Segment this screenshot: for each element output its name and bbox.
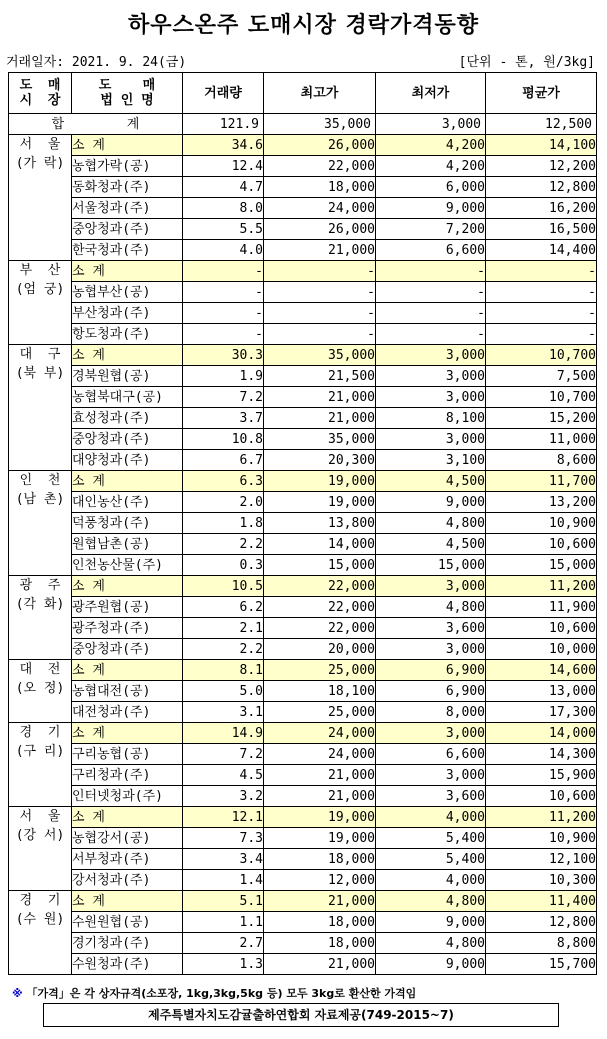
max-value: 12,000 (264, 870, 376, 891)
max-value: 19,000 (264, 828, 376, 849)
volume-value: 3.1 (183, 702, 264, 723)
min-value: 3,000 (376, 765, 486, 786)
table-row (9, 597, 597, 618)
volume-value: 3.4 (183, 849, 264, 870)
min-value: 5,400 (376, 849, 486, 870)
volume-value: 2.2 (183, 639, 264, 660)
corp-name: 덕풍청과(주) (72, 513, 183, 534)
min-value: 8,000 (376, 702, 486, 723)
avg-value: 8,800 (486, 933, 597, 954)
corp-name: 원협남촌(공) (72, 534, 183, 555)
min-value: 3,000 (376, 639, 486, 660)
avg-value: 17,300 (486, 702, 597, 723)
corp-name: 농협강서(공) (72, 828, 183, 849)
volume-value: 14.9 (183, 723, 264, 744)
table-row (9, 492, 597, 513)
market-place: 경 기 (19, 893, 61, 908)
min-value: 8,100 (376, 408, 486, 429)
market-sub: (가 락) (15, 156, 65, 171)
avg-value: 12,100 (486, 849, 597, 870)
min-value: 3,000 (376, 366, 486, 387)
min-value: 4,800 (376, 891, 486, 912)
max-value: 25,000 (264, 702, 376, 723)
volume-value: 12.1 (183, 807, 264, 828)
volume-value: 4.5 (183, 765, 264, 786)
total-min: 3,000 (376, 114, 486, 135)
table-row (9, 198, 597, 219)
volume-value: 3.2 (183, 786, 264, 807)
volume-value: 0.3 (183, 555, 264, 576)
total-avg: 12,500 (486, 114, 597, 135)
max-value: 21,000 (264, 954, 376, 975)
max-value: 19,000 (264, 492, 376, 513)
market-place: 인 천 (19, 473, 61, 488)
header-avg: 평균가 (486, 73, 597, 114)
corp-name: 농협부산(공) (72, 282, 183, 303)
subtotal-row (9, 723, 597, 744)
corp-name: 서울청과(주) (72, 198, 183, 219)
corp-name: 광주청과(주) (72, 618, 183, 639)
table-row (9, 303, 597, 324)
min-value: 3,600 (376, 786, 486, 807)
avg-value: 15,900 (486, 765, 597, 786)
avg-value: 15,200 (486, 408, 597, 429)
corp-name: 인천농산물(주) (72, 555, 183, 576)
volume-value: 5.0 (183, 681, 264, 702)
corp-name: 대인농산(주) (72, 492, 183, 513)
market-sub: (북 부) (15, 366, 65, 381)
corp-name: 동화청과(주) (72, 177, 183, 198)
min-value: - (376, 303, 486, 324)
table-row (9, 555, 597, 576)
table-row (9, 156, 597, 177)
market-cell (9, 471, 72, 576)
market-cell (9, 345, 72, 471)
avg-value: 10,600 (486, 534, 597, 555)
note-mark: ※ (12, 987, 23, 1000)
corp-name: 광주원협(공) (72, 597, 183, 618)
volume-value: 2.2 (183, 534, 264, 555)
table-row (9, 240, 597, 261)
max-value: 20,300 (264, 450, 376, 471)
min-value: - (376, 282, 486, 303)
min-value: 4,200 (376, 135, 486, 156)
corp-name: 부산청과(주) (72, 303, 183, 324)
subtotal-row (9, 891, 597, 912)
market-place: 부 산 (19, 263, 61, 278)
price-table (8, 72, 597, 975)
volume-value: 4.7 (183, 177, 264, 198)
market-place: 광 주 (19, 578, 61, 593)
avg-value: 10,700 (486, 345, 597, 366)
volume-value: 1.3 (183, 954, 264, 975)
corp-name: 구리농협(공) (72, 744, 183, 765)
max-value: 21,000 (264, 765, 376, 786)
table-row (9, 282, 597, 303)
source-box: 제주특별자치도감귤출하연합회 자료제공(749-2015~7) (43, 1003, 559, 1027)
subtotal-row (9, 135, 597, 156)
avg-value: 10,600 (486, 786, 597, 807)
note-text: 「가격」은 각 상자규격(소포장, 1kg,3kg,5kg 등) 모두 3kg로 환산한 가격임 (26, 987, 417, 1000)
avg-value: 10,300 (486, 870, 597, 891)
page-title: 하우스온주 도매시장 경락가격동향 (127, 13, 480, 38)
max-value: 19,000 (264, 807, 376, 828)
avg-value: 14,000 (486, 723, 597, 744)
corp-name: 강서청과(주) (72, 870, 183, 891)
table-row (9, 450, 597, 471)
volume-value: 1.1 (183, 912, 264, 933)
header-max: 최고가 (264, 73, 376, 114)
corp-name: 중앙청과(주) (72, 639, 183, 660)
min-value: 4,000 (376, 807, 486, 828)
volume-value: 4.0 (183, 240, 264, 261)
avg-value: 10,700 (486, 387, 597, 408)
volume-value: 7.2 (183, 744, 264, 765)
corp-name: 구리청과(주) (72, 765, 183, 786)
volume-value: 6.2 (183, 597, 264, 618)
max-value: 26,000 (264, 135, 376, 156)
market-sub: (수 원) (15, 912, 65, 927)
max-value: 21,000 (264, 786, 376, 807)
min-value: 7,200 (376, 219, 486, 240)
avg-value: - (486, 261, 597, 282)
header-market: 도 매 시 장 (9, 73, 72, 114)
market-place: 경 기 (19, 725, 61, 740)
max-value: 35,000 (264, 345, 376, 366)
avg-value: 7,500 (486, 366, 597, 387)
market-cell (9, 576, 72, 660)
market-sub: (각 화) (15, 597, 65, 612)
avg-value: 11,200 (486, 807, 597, 828)
min-value: 3,000 (376, 345, 486, 366)
corp-name: 대전청과(주) (72, 702, 183, 723)
min-value: 15,000 (376, 555, 486, 576)
min-value: 6,600 (376, 240, 486, 261)
table-row (9, 849, 597, 870)
min-value: 4,800 (376, 513, 486, 534)
header-min: 최저가 (376, 73, 486, 114)
volume-value: - (183, 282, 264, 303)
corp-name: 수원청과(주) (72, 954, 183, 975)
corp-name: 효성청과(주) (72, 408, 183, 429)
market-cell (9, 891, 72, 975)
min-value: 4,800 (376, 597, 486, 618)
table-row (9, 513, 597, 534)
max-value: 21,500 (264, 366, 376, 387)
min-value: 3,600 (376, 618, 486, 639)
volume-value: - (183, 324, 264, 345)
market-place: 서 울 (19, 137, 61, 152)
min-value: 6,900 (376, 681, 486, 702)
market-sub: (엄 궁) (15, 282, 65, 297)
max-value: 18,000 (264, 912, 376, 933)
avg-value: 10,900 (486, 828, 597, 849)
volume-value: 30.3 (183, 345, 264, 366)
min-value: - (376, 261, 486, 282)
avg-value: 15,700 (486, 954, 597, 975)
avg-value: - (486, 324, 597, 345)
volume-value: 10.8 (183, 429, 264, 450)
corp-name: 수원원협(공) (72, 912, 183, 933)
table-row (9, 618, 597, 639)
total-max: 35,000 (264, 114, 376, 135)
header-volume: 거래량 (183, 73, 264, 114)
market-place: 대 구 (19, 347, 61, 362)
table-row (9, 408, 597, 429)
max-value: 18,000 (264, 933, 376, 954)
table-row (9, 765, 597, 786)
max-value: 18,000 (264, 849, 376, 870)
min-value: 3,000 (376, 723, 486, 744)
corp-name: 중앙청과(주) (72, 219, 183, 240)
volume-value: 7.3 (183, 828, 264, 849)
max-value: - (264, 261, 376, 282)
table-row (9, 324, 597, 345)
max-value: 22,000 (264, 618, 376, 639)
avg-value: 16,200 (486, 198, 597, 219)
volume-value: 2.1 (183, 618, 264, 639)
avg-value: 12,200 (486, 156, 597, 177)
volume-value: 3.7 (183, 408, 264, 429)
max-value: 21,000 (264, 387, 376, 408)
volume-value: 12.4 (183, 156, 264, 177)
min-value: 4,500 (376, 534, 486, 555)
volume-value: 10.5 (183, 576, 264, 597)
table-row (9, 954, 597, 975)
volume-value: 8.1 (183, 660, 264, 681)
avg-value: 8,600 (486, 450, 597, 471)
volume-value: 7.2 (183, 387, 264, 408)
min-value: 4,500 (376, 471, 486, 492)
min-value: 6,000 (376, 177, 486, 198)
corp-name: 소 계 (72, 723, 183, 744)
avg-value: 16,500 (486, 219, 597, 240)
max-value: 18,000 (264, 177, 376, 198)
avg-value: - (486, 282, 597, 303)
avg-value: 11,000 (486, 429, 597, 450)
corp-name: 한국청과(주) (72, 240, 183, 261)
avg-value: 13,000 (486, 681, 597, 702)
corp-name: 중앙청과(주) (72, 429, 183, 450)
max-value: 22,000 (264, 597, 376, 618)
footnote (12, 985, 416, 1001)
corp-name: 소 계 (72, 261, 183, 282)
volume-value: 1.4 (183, 870, 264, 891)
max-value: 14,000 (264, 534, 376, 555)
table-row (9, 219, 597, 240)
max-value: 20,000 (264, 639, 376, 660)
avg-value: 14,300 (486, 744, 597, 765)
corp-name: 인터넷청과(주) (72, 786, 183, 807)
header-row (9, 73, 597, 114)
corp-name: 농협가락(공) (72, 156, 183, 177)
volume-value: 2.7 (183, 933, 264, 954)
corp-name: 소 계 (72, 345, 183, 366)
max-value: 22,000 (264, 576, 376, 597)
header-corp: 도 매 법 인 명 (72, 73, 183, 114)
min-value: 4,800 (376, 933, 486, 954)
min-value: 4,200 (376, 156, 486, 177)
volume-value: 6.7 (183, 450, 264, 471)
corp-name: 농협대전(공) (72, 681, 183, 702)
table-row (9, 933, 597, 954)
market-cell (9, 261, 72, 345)
avg-value: 13,200 (486, 492, 597, 513)
min-value: 6,900 (376, 660, 486, 681)
volume-value: 34.6 (183, 135, 264, 156)
max-value: 25,000 (264, 660, 376, 681)
table-row (9, 639, 597, 660)
total-volume: 121.9 (183, 114, 264, 135)
corp-name: 경기청과(주) (72, 933, 183, 954)
avg-value: 10,000 (486, 639, 597, 660)
avg-value: 11,900 (486, 597, 597, 618)
corp-name: 소 계 (72, 135, 183, 156)
min-value: 5,400 (376, 828, 486, 849)
subtotal-row (9, 261, 597, 282)
table-row (9, 366, 597, 387)
max-value: 24,000 (264, 744, 376, 765)
market-cell (9, 135, 72, 261)
max-value: - (264, 303, 376, 324)
corp-name: 경북원협(공) (72, 366, 183, 387)
corp-name: 소 계 (72, 576, 183, 597)
avg-value: - (486, 303, 597, 324)
avg-value: 14,400 (486, 240, 597, 261)
avg-value: 11,400 (486, 891, 597, 912)
table-row (9, 912, 597, 933)
max-value: 26,000 (264, 219, 376, 240)
corp-name: 소 계 (72, 891, 183, 912)
max-value: - (264, 324, 376, 345)
market-cell (9, 723, 72, 807)
subtotal-row (9, 807, 597, 828)
min-value: 3,000 (376, 429, 486, 450)
corp-name: 항도청과(주) (72, 324, 183, 345)
subtotal-row (9, 576, 597, 597)
corp-name: 서부청과(주) (72, 849, 183, 870)
table-row (9, 786, 597, 807)
trade-date: 거래일자: 2021. 9. 24(금) (6, 55, 187, 70)
max-value: 13,800 (264, 513, 376, 534)
min-value: 3,000 (376, 387, 486, 408)
market-sub: (구 리) (15, 744, 65, 759)
max-value: 22,000 (264, 156, 376, 177)
min-value: 9,000 (376, 492, 486, 513)
total-row (9, 114, 597, 135)
corp-name: 대양청과(주) (72, 450, 183, 471)
volume-value: 5.5 (183, 219, 264, 240)
corp-name: 소 계 (72, 471, 183, 492)
table-row (9, 387, 597, 408)
volume-value: 1.8 (183, 513, 264, 534)
avg-value: 14,600 (486, 660, 597, 681)
avg-value: 10,900 (486, 513, 597, 534)
max-value: 35,000 (264, 429, 376, 450)
volume-value: 6.3 (183, 471, 264, 492)
volume-value: 2.0 (183, 492, 264, 513)
min-value: 3,000 (376, 576, 486, 597)
max-value: 18,100 (264, 681, 376, 702)
max-value: 21,000 (264, 891, 376, 912)
min-value: 4,000 (376, 870, 486, 891)
market-sub: (남 촌) (15, 492, 65, 507)
table-row (9, 744, 597, 765)
min-value: 6,600 (376, 744, 486, 765)
volume-value: - (183, 303, 264, 324)
market-place: 대 전 (19, 662, 61, 677)
subtotal-row (9, 471, 597, 492)
table-row (9, 681, 597, 702)
table-row (9, 429, 597, 450)
volume-value: 8.0 (183, 198, 264, 219)
corp-name: 소 계 (72, 807, 183, 828)
volume-value: 1.9 (183, 366, 264, 387)
avg-value: 11,700 (486, 471, 597, 492)
avg-value: 12,800 (486, 912, 597, 933)
volume-value: - (183, 261, 264, 282)
max-value: 21,000 (264, 240, 376, 261)
volume-value: 5.1 (183, 891, 264, 912)
table-row (9, 702, 597, 723)
table-row (9, 177, 597, 198)
avg-value: 14,100 (486, 135, 597, 156)
max-value: - (264, 282, 376, 303)
market-place: 서 울 (19, 809, 61, 824)
table-row (9, 534, 597, 555)
avg-value: 15,000 (486, 555, 597, 576)
unit-label: [단위 - 톤, 원/3kg] (458, 55, 595, 70)
market-cell (9, 660, 72, 723)
total-label: 합 계 (9, 114, 183, 135)
min-value: 9,000 (376, 954, 486, 975)
corp-name: 소 계 (72, 660, 183, 681)
subtotal-row (9, 345, 597, 366)
max-value: 24,000 (264, 198, 376, 219)
market-sub: (강 서) (15, 828, 65, 843)
min-value: 9,000 (376, 912, 486, 933)
market-sub: (오 정) (15, 681, 65, 696)
avg-value: 12,800 (486, 177, 597, 198)
avg-value: 10,600 (486, 618, 597, 639)
subtotal-row (9, 660, 597, 681)
market-cell (9, 807, 72, 891)
min-value: - (376, 324, 486, 345)
max-value: 24,000 (264, 723, 376, 744)
corp-name: 농협북대구(공) (72, 387, 183, 408)
min-value: 9,000 (376, 198, 486, 219)
table-row (9, 828, 597, 849)
table-row (9, 870, 597, 891)
avg-value: 11,200 (486, 576, 597, 597)
max-value: 21,000 (264, 408, 376, 429)
min-value: 3,100 (376, 450, 486, 471)
max-value: 15,000 (264, 555, 376, 576)
max-value: 19,000 (264, 471, 376, 492)
